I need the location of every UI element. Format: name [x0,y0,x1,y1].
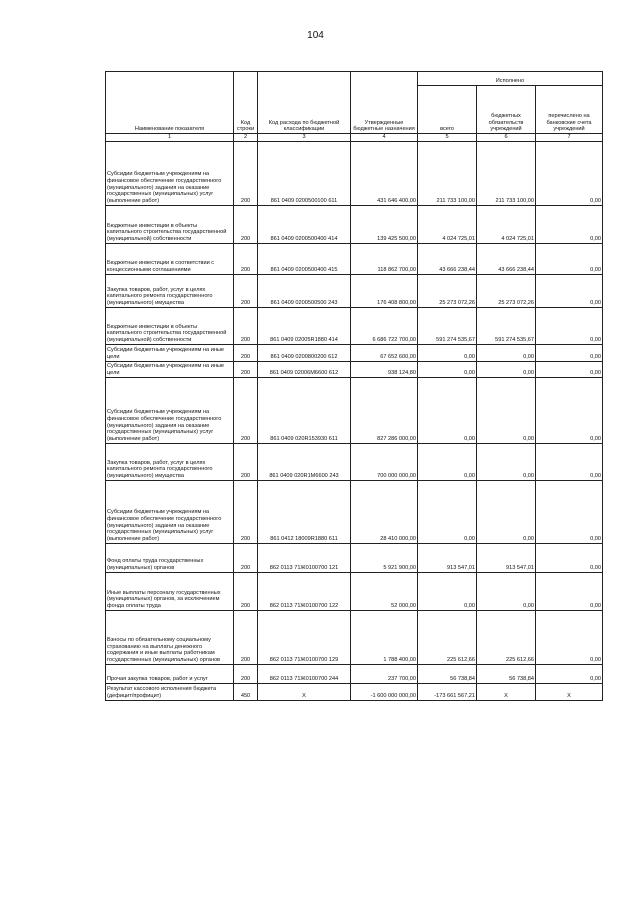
table-row [106,377,603,443]
row-approved: 176 408 800,00 [351,274,418,307]
row-total: 56 738,84 [418,664,477,683]
row-name: Результат кассового исполнения бюджета (дефицит/профицит) [106,683,234,700]
row-transferred: 0,00 [536,610,603,664]
row-transferred: 0,00 [536,344,603,361]
row-line-code: 200 [234,344,258,361]
row-line-code: 200 [234,572,258,610]
table-row [106,683,603,700]
row-approved: 5 921 900,00 [351,543,418,572]
column-number: 4 [351,134,418,142]
header-line-code: Код строки [234,72,258,134]
row-approved: 1 788 400,00 [351,610,418,664]
header-executed: Исполнено [418,72,603,86]
row-line-code: 200 [234,543,258,572]
row-approved: 6 686 722 700,00 [351,307,418,344]
row-name: Субсидии бюджетным учреждениям на финансовое обеспечение государственного (муниципального) задания на оказание государственных (муниципальных) услуг (выполнение работ) [106,480,234,543]
row-line-code: 200 [234,274,258,307]
row-budget-code: 861 0412 18009R1880 611 [258,480,351,543]
row-total: 25 273 072,26 [418,274,477,307]
row-total: 4 024 725,01 [418,205,477,243]
row-obligations: 4 024 725,01 [477,205,536,243]
row-budget-code: 861 0409 0200500400 415 [258,243,351,274]
table-row [106,664,603,683]
row-obligations: 0,00 [477,344,536,361]
row-transferred: 0,00 [536,377,603,443]
row-total: 913 547,01 [418,543,477,572]
row-budget-code: 861 0409 02005R1880 414 [258,307,351,344]
row-obligations: 0,00 [477,572,536,610]
row-transferred: 0,00 [536,443,603,480]
row-obligations: X [477,683,536,700]
page-number: 104 [307,30,324,41]
row-approved: 938 124,80 [351,361,418,377]
row-budget-code: 861 0409 0200800200 612 [258,344,351,361]
row-name: Бюджетные инвестиции в объекты капитального строительства государственной (муниципальной) собственности [106,205,234,243]
row-total: 211 733 100,00 [418,141,477,205]
row-line-code: 200 [234,480,258,543]
column-number: 3 [258,134,351,142]
row-obligations: 25 273 072,26 [477,274,536,307]
row-obligations: 43 666 238,44 [477,243,536,274]
row-obligations: 0,00 [477,361,536,377]
column-number: 6 [477,134,536,142]
row-line-code: 200 [234,443,258,480]
row-transferred: 0,00 [536,480,603,543]
row-approved: 431 646 400,00 [351,141,418,205]
row-transferred: 0,00 [536,543,603,572]
column-number: 1 [106,134,234,142]
row-line-code: 200 [234,361,258,377]
row-line-code: 450 [234,683,258,700]
row-approved: 28 410 000,00 [351,480,418,543]
row-name: Субсидии бюджетным учреждениям на финансовое обеспечение государственного (муниципального) задания на оказание государственных (муниципальных) услуг (выполнение работ) [106,141,234,205]
row-line-code: 200 [234,664,258,683]
table-row [106,610,603,664]
row-obligations: 913 547,01 [477,543,536,572]
row-name: Взносы по обязательному социальному страхованию на выплаты денежного содержания и иные выплаты работникам государственных (муниципальных) органов [106,610,234,664]
table-row [106,543,603,572]
row-obligations: 225 612,66 [477,610,536,664]
row-approved: 237 700,00 [351,664,418,683]
row-approved: 52 000,00 [351,572,418,610]
row-name: Бюджетные инвестиции в соответствии с концессионными соглашениями [106,243,234,274]
table-row [106,480,603,543]
row-transferred: 0,00 [536,572,603,610]
row-transferred: 0,00 [536,205,603,243]
header-name: Наименование показателя [106,72,234,134]
row-budget-code: 862 0113 71Ж0100700 129 [258,610,351,664]
column-number-row [106,134,603,142]
row-line-code: 200 [234,243,258,274]
row-transferred: 0,00 [536,307,603,344]
row-name: Прочая закупка товаров, работ и услуг [106,664,234,683]
row-total: -173 661 567,21 [418,683,477,700]
row-name: Закупка товаров, работ, услуг в целях капитального ремонта государственного (муниципального) имущества [106,443,234,480]
row-total: 0,00 [418,443,477,480]
row-budget-code: 862 0113 71Ж0100700 122 [258,572,351,610]
row-budget-code: 861 0409 0200500400 414 [258,205,351,243]
row-obligations: 0,00 [477,377,536,443]
row-name: Фонд оплаты труда государственных (муниципальных) органов [106,543,234,572]
header-total: всего [418,86,477,134]
table-row [106,141,603,205]
row-approved: 827 286 000,00 [351,377,418,443]
row-name: Бюджетные инвестиции в объекты капитального строительства государственной (муниципальной) собственности [106,307,234,344]
row-total: 43 666 238,44 [418,243,477,274]
row-budget-code: 861 0409 020R153930 611 [258,377,351,443]
row-name: Субсидии бюджетным учреждениям на иные цели [106,344,234,361]
header-approved: Утвержденные бюджетные назначения [351,72,418,134]
table-row [106,572,603,610]
row-total: 225 612,66 [418,610,477,664]
row-total: 0,00 [418,361,477,377]
table-row [106,274,603,307]
row-approved: -1 600 000 000,00 [351,683,418,700]
table-row [106,307,603,344]
header-obligations: бюджетных обязательств учреждений [477,86,536,134]
row-name: Субсидии бюджетным учреждениям на финансовое обеспечение государственного (муниципального) задания на оказание государственных (муниципальных) услуг (выполнение работ) [106,377,234,443]
table-row [106,344,603,361]
table-row [106,361,603,377]
row-name: Иные выплаты персоналу государственных (муниципальных) органов, за исключением фонда оплаты труда [106,572,234,610]
row-transferred: 0,00 [536,243,603,274]
column-number: 2 [234,134,258,142]
column-number: 7 [536,134,603,142]
row-total: 591 274 535,67 [418,307,477,344]
row-budget-code: X [258,683,351,700]
row-budget-code: 861 0409 0200500500 243 [258,274,351,307]
table-row [106,243,603,274]
row-transferred: 0,00 [536,361,603,377]
row-budget-code: 861 0409 02006M6600 612 [258,361,351,377]
row-obligations: 0,00 [477,443,536,480]
budget-execution-table [105,71,603,701]
row-total: 0,00 [418,480,477,543]
table-row [106,443,603,480]
row-line-code: 200 [234,141,258,205]
row-budget-code: 861 0409 0200500100 611 [258,141,351,205]
row-line-code: 200 [234,205,258,243]
row-line-code: 200 [234,307,258,344]
row-line-code: 200 [234,610,258,664]
table-row [106,205,603,243]
row-approved: 67 652 600,00 [351,344,418,361]
row-obligations: 211 733 100,00 [477,141,536,205]
header-transferred: перечислено на банковские счета учреждений [536,86,603,134]
row-approved: 700 000 000,00 [351,443,418,480]
row-transferred: 0,00 [536,274,603,307]
row-transferred: X [536,683,603,700]
column-number: 5 [418,134,477,142]
row-obligations: 0,00 [477,480,536,543]
row-budget-code: 861 0409 020R1M6600 243 [258,443,351,480]
row-approved: 139 425 500,00 [351,205,418,243]
row-total: 0,00 [418,377,477,443]
row-total: 0,00 [418,572,477,610]
row-obligations: 56 738,84 [477,664,536,683]
row-budget-code: 862 0113 71Ж0100700 244 [258,664,351,683]
row-total: 0,00 [418,344,477,361]
row-transferred: 0,00 [536,664,603,683]
row-obligations: 591 274 535,67 [477,307,536,344]
row-name: Субсидии бюджетным учреждениям на иные цели [106,361,234,377]
row-budget-code: 862 0113 71Ж0100700 121 [258,543,351,572]
row-transferred: 0,00 [536,141,603,205]
row-approved: 118 862 700,00 [351,243,418,274]
row-name: Закупка товаров, работ, услуг в целях капитального ремонта государственного (муниципального) имущества [106,274,234,307]
header-budget-code: Код расхода по бюджетной классификации [258,72,351,134]
row-line-code: 200 [234,377,258,443]
